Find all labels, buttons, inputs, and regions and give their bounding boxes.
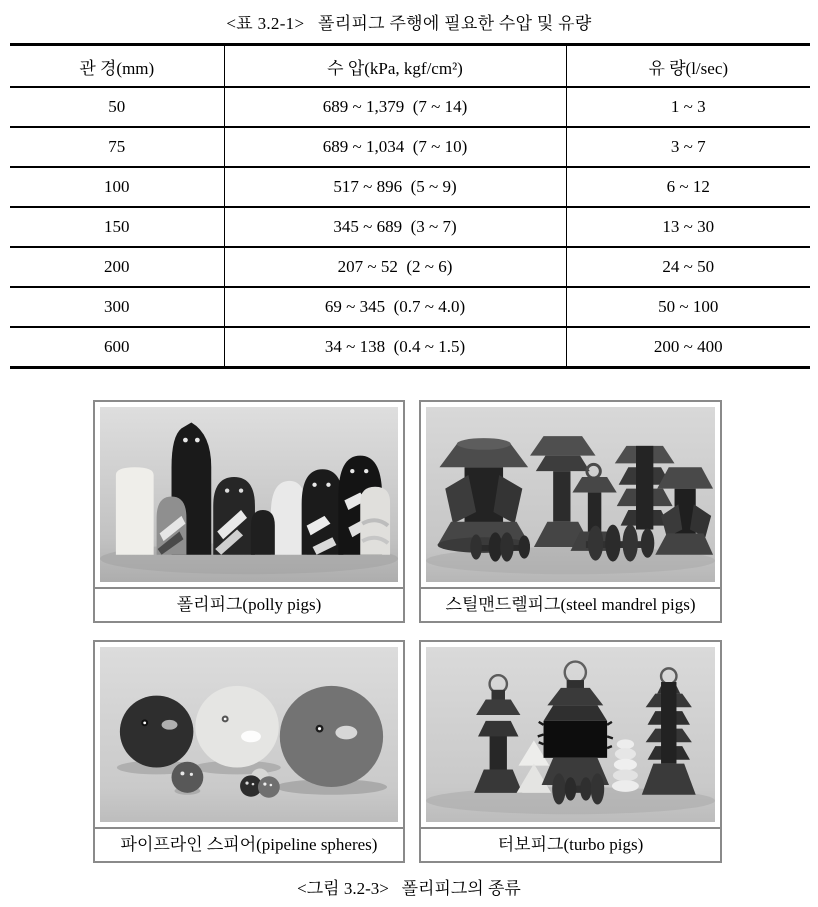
cell-pressure: 689 ~ 1,379 (7 ~ 14): [224, 87, 566, 127]
cell-diameter: 50: [108, 97, 126, 116]
cell-flow: 24 ~ 50: [566, 247, 810, 287]
pig-pressure-flow-table: [10, 43, 810, 369]
table-row: [10, 247, 810, 287]
figure-box-turbo-pigs: [419, 640, 722, 863]
col-header-flow: 유 량(l/sec): [566, 45, 810, 88]
table-row: [10, 127, 810, 167]
col-header-pressure: 수 압(kPa, kgf/cm²): [224, 45, 566, 88]
cell-diameter: 100: [10, 167, 224, 207]
cell-pressure: 69 ~ 345 (0.7 ~ 4.0): [224, 287, 566, 327]
photo-caption-pipeline-spheres: 파이프라인 스피어(pipeline spheres): [95, 827, 403, 861]
pipeline-spheres-photo-illustration: [100, 647, 398, 822]
turbo-pigs-photo: [421, 642, 720, 827]
table-row: [10, 207, 810, 247]
figure-box-steel-mandrel-pigs: [419, 400, 722, 623]
cell-flow: 50 ~ 100: [566, 287, 810, 327]
cell-pressure: 517 ~ 896 (5 ~ 9): [224, 167, 566, 207]
cell-flow: 200 ~ 400: [566, 327, 810, 368]
cell-diameter: 600: [10, 327, 224, 368]
cell-diameter: 300: [10, 287, 224, 327]
photo-caption-turbo-pigs: 터보피그(turbo pigs): [421, 827, 720, 861]
pipeline-spheres-photo: [95, 642, 403, 827]
photo-caption-polly-pigs: 폴리피그(polly pigs): [95, 587, 403, 621]
polly-pigs-photo-illustration: [100, 407, 398, 582]
figure-box-polly-pigs: [93, 400, 405, 623]
col-header-diameter: 관 경(mm): [10, 45, 224, 88]
cell-pressure: 207 ~ 52 (2 ~ 6): [224, 247, 566, 287]
cell-flow: 3 ~ 7: [566, 127, 810, 167]
table-header-row: [10, 45, 810, 88]
steel-mandrel-pigs-photo-illustration: [426, 407, 715, 582]
table-row: [10, 87, 810, 127]
figure-caption: <그림 3.2-3> 폴리피그의 종류: [297, 879, 521, 898]
cell-flow: 6 ~ 12: [566, 167, 810, 207]
cell-flow: 1 ~ 3: [566, 87, 810, 127]
table-title: <표 3.2-1> 폴리피그 주행에 필요한 수압 및 유량: [226, 14, 592, 33]
photo-caption-steel-mandrel-pigs: 스틸맨드렐피그(steel mandrel pigs): [421, 587, 720, 621]
cell-diameter: 75: [10, 127, 224, 167]
table-row: [10, 287, 810, 327]
cell-pressure: 34 ~ 138 (0.4 ~ 1.5): [224, 327, 566, 368]
cell-diameter: 200: [10, 247, 224, 287]
table-row: [10, 327, 810, 368]
cell-flow: 13 ~ 30: [566, 207, 810, 247]
figure-box-pipeline-spheres: [93, 640, 405, 863]
polly-pigs-photo: [95, 402, 403, 587]
turbo-pigs-photo-illustration: [426, 647, 715, 822]
cell-diameter: 150: [10, 207, 224, 247]
steel-mandrel-pigs-photo: [421, 402, 720, 587]
table-row: [10, 167, 810, 207]
cell-pressure: 345 ~ 689 (3 ~ 7): [224, 207, 566, 247]
cell-pressure: 689 ~ 1,034 (7 ~ 10): [224, 127, 566, 167]
